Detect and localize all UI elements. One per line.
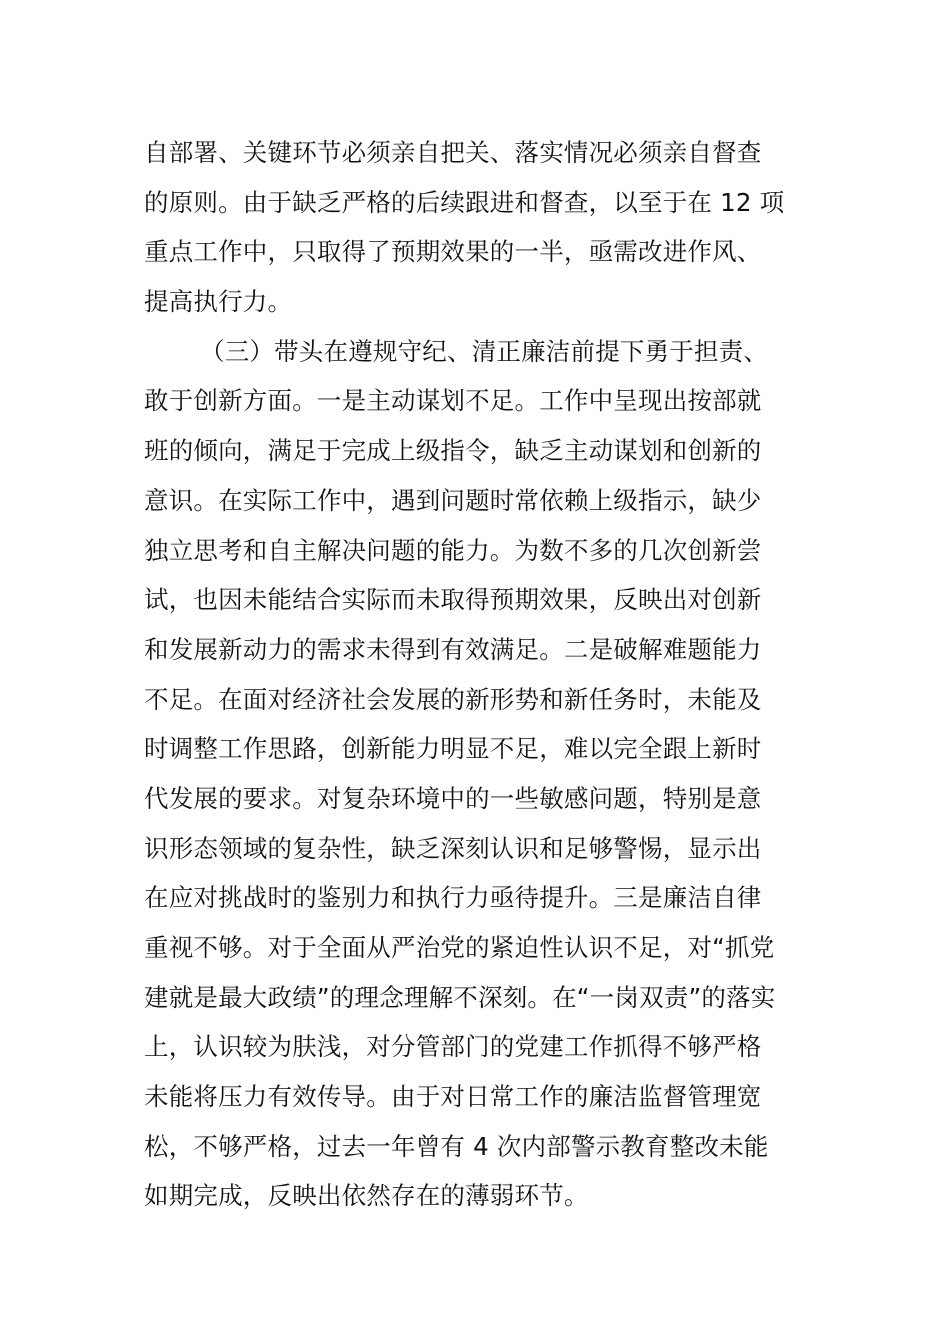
text-line: 重点工作中，只取得了预期效果的一半，亟需改进作风、: [144, 237, 762, 267]
text-line: 敢于创新方面。一是主动谋划不足。工作中呈现出按部就: [144, 386, 762, 416]
text-line: 建就是最大政绩”的理念理解不深刻。在“一岗双责”的落实: [144, 982, 776, 1012]
text-line: 未能将压力有效传导。由于对日常工作的廉洁监督管理宽: [144, 1082, 762, 1112]
text-line: 重视不够。对于全面从严治党的紧迫性认识不足，对“抓党: [144, 933, 775, 962]
paragraph-continued: [144, 128, 812, 327]
text-line: 时调整工作思路，创新能力明显不足，难以完全跟上新时: [144, 734, 762, 764]
section-heading-line: （三）带头在遵规守纪、清正廉洁前提下勇于担责、: [200, 336, 769, 366]
text-line: 上，认识较为肤浅，对分管部门的党建工作抓得不够严格: [144, 1032, 762, 1062]
text-line: 松，不够严格，过去一年曾有 4 次内部警示教育整改未能: [144, 1131, 769, 1161]
text-line: 试，也因未能结合实际而未取得预期效果，反映出对创新: [144, 585, 762, 615]
text-line: 识形态领域的复杂性，缺乏深刻认识和足够警惕，显示出: [144, 833, 762, 863]
text-line: 代发展的要求。对复杂环境中的一些敏感问题，特别是意: [144, 783, 762, 813]
text-line: 和发展新动力的需求未得到有效满足。二是破解难题能力: [144, 634, 762, 664]
text-line: 提高执行力。: [144, 287, 293, 317]
text-line: 意识。在实际工作中，遇到问题时常依赖上级指示，缺少: [144, 485, 762, 515]
text-line: 不足。在面对经济社会发展的新形势和新任务时，未能及: [144, 684, 762, 714]
text-line: 的原则。由于缺乏严格的后续跟进和督查，以至于在 12 项: [144, 187, 785, 217]
document-body: [144, 128, 812, 1221]
text-line: 如期完成，反映出依然存在的薄弱环节。: [144, 1181, 589, 1211]
text-line: 在应对挑战时的鉴别力和执行力亟待提升。三是廉洁自律: [144, 883, 762, 913]
text-line: 独立思考和自主解决问题的能力。为数不多的几次创新尝: [144, 535, 762, 565]
paragraph-section-three: [144, 327, 812, 1221]
text-line: 自部署、关键环节必须亲自把关、落实情况必须亲自督查: [144, 138, 762, 167]
text-line: 班的倾向，满足于完成上级指令，缺乏主动谋划和创新的: [144, 436, 762, 466]
